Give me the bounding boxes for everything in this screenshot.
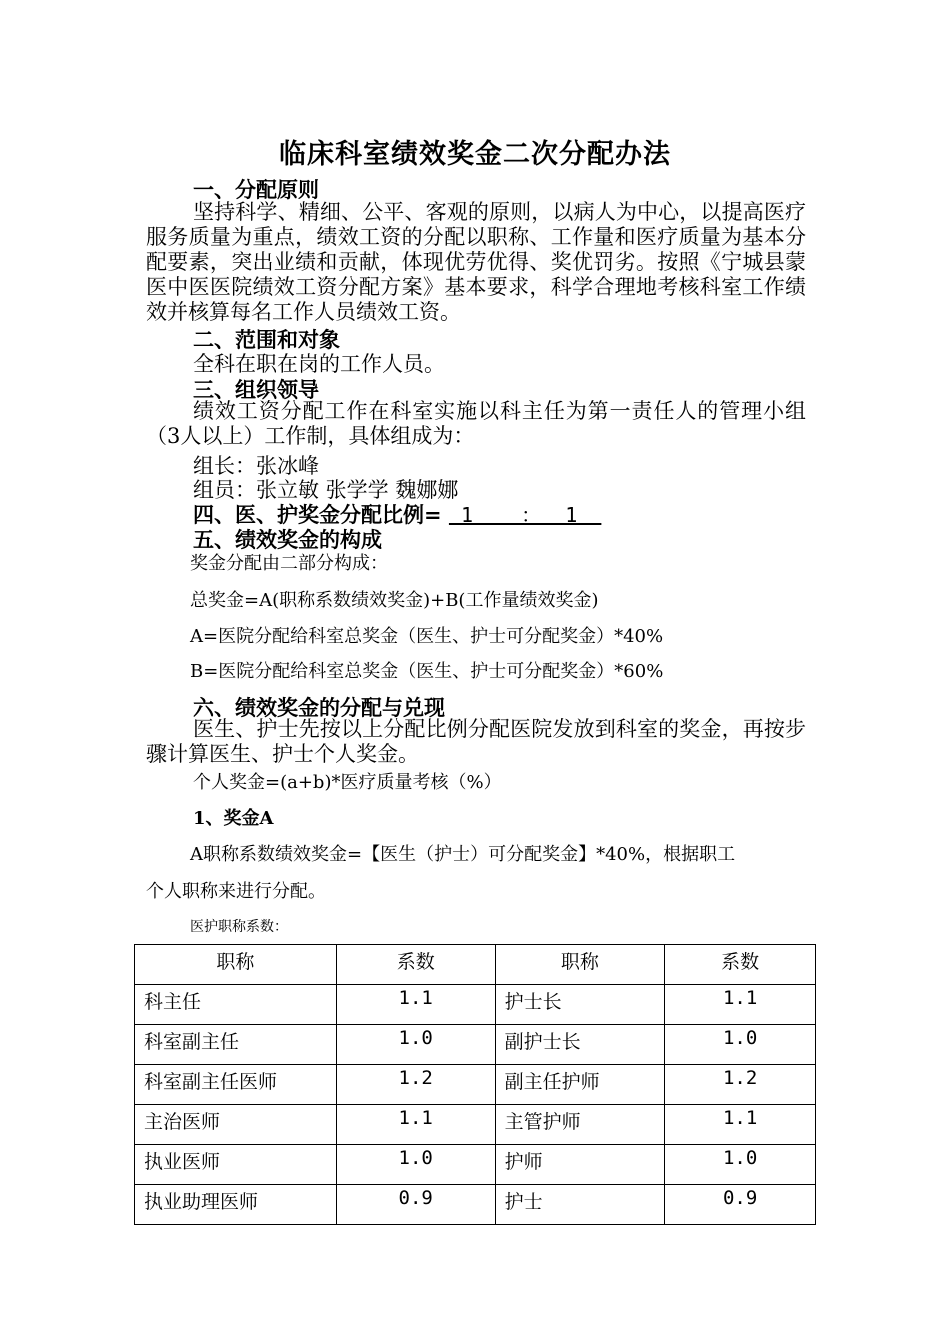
title-coefficient-table (134, 944, 816, 1225)
section-6-heading: 六、绩效奖金的分配与兑现 (193, 695, 445, 720)
nurse-coef: 1.0 (665, 1025, 816, 1065)
formula-a: A=医院分配给科室总奖金（医生、护士可分配奖金）*40% (190, 626, 664, 647)
section-6-body: 医生、护士先按以上分配比例分配医院发放到科室的奖金，再按步骤计算医生、护士个人奖金。 (146, 717, 806, 766)
doctor-coef: 1.0 (336, 1145, 495, 1185)
nurse-title: 护士长 (495, 985, 665, 1025)
doctor-coef: 1.1 (336, 1105, 495, 1145)
group-members: 组员：张立敏 张学学 魏娜娜 (193, 478, 459, 502)
doctor-coef: 1.2 (336, 1065, 495, 1105)
nurse-title: 护师 (495, 1145, 665, 1185)
page-title: 临床科室绩效奖金二次分配办法 (279, 139, 671, 170)
group-leader: 组长：张冰峰 (193, 454, 319, 478)
nurse-title: 副主任护师 (495, 1065, 665, 1105)
doctor-title: 科主任 (135, 985, 337, 1025)
nurse-title: 副护士长 (495, 1025, 665, 1065)
table-row (135, 1065, 816, 1105)
table-row (135, 1145, 816, 1185)
table-caption: 医护职称系数： (190, 919, 288, 935)
doctor-coef: 1.1 (336, 985, 495, 1025)
section-1-heading: 一、分配原则 (193, 177, 319, 202)
section-1-body: 坚持科学、精细、公平、客观的原则，以病人为中心，以提高医疗服务质量为重点，绩效工资的分配以职称、工作量和医疗质量为基本分配要素，突出业绩和贡献，体现优劳优得、奖优罚劣。按照《宁城县蒙医中医医院绩效工资分配方案》基本要求，科学合理地考核科室工作绩效并核算每名工作人员绩效工资。 (146, 200, 806, 324)
doctor-coef: 0.9 (336, 1185, 495, 1225)
section-5-intro: 奖金分配由二部分构成： (190, 553, 388, 574)
doctor-title: 科室副主任 (135, 1025, 337, 1065)
table-row (135, 1185, 816, 1225)
doctor-coef: 1.0 (336, 1025, 495, 1065)
personal-bonus-formula: 个人奖金=(a+b)*医疗质量考核（%） (193, 772, 502, 793)
doctor-title: 主治医师 (135, 1105, 337, 1145)
nurse-coef: 1.1 (665, 1105, 816, 1145)
doctor-title: 执业医师 (135, 1145, 337, 1185)
ratio-label: 四、医、护奖金分配比例= (193, 502, 442, 527)
header-coef-doctor: 系数 (336, 945, 495, 985)
doctor-title: 执业助理医师 (135, 1185, 337, 1225)
table-row (135, 1025, 816, 1065)
ratio-value: 1 ： 1 (448, 503, 602, 527)
bonus-a-line-1: A职称系数绩效奖金=【医生（护士）可分配奖金】*40%，根据职工 (190, 844, 736, 865)
section-2-heading: 二、范围和对象 (193, 327, 340, 352)
nurse-title: 护士 (495, 1185, 665, 1225)
nurse-coef: 1.1 (665, 985, 816, 1025)
table-header-row (135, 945, 816, 985)
section-3-body: 绩效工资分配工作在科室实施以科主任为第一责任人的管理小组（3人以上）工作制，具体组成为： (146, 399, 806, 448)
table-row (135, 985, 816, 1025)
nurse-coef: 1.0 (665, 1145, 816, 1185)
nurse-title: 主管护师 (495, 1105, 665, 1145)
nurse-coef: 1.2 (665, 1065, 816, 1105)
formula-b: B=医院分配给科室总奖金（医生、护士可分配奖金）*60% (190, 661, 664, 682)
bonus-a-line-2: 个人职称来进行分配。 (146, 881, 326, 902)
section-3-heading: 三、组织领导 (193, 377, 319, 402)
section-2-body: 全科在职在岗的工作人员。 (193, 352, 445, 376)
section-5-heading: 五、绩效奖金的构成 (193, 527, 382, 552)
header-coef-nurse: 系数 (665, 945, 816, 985)
table-row (135, 1105, 816, 1145)
header-title-doctor: 职称 (135, 945, 337, 985)
formula-total: 总奖金=A(职称系数绩效奖金)+B(工作量绩效奖金) (190, 590, 599, 611)
header-title-nurse: 职称 (495, 945, 665, 985)
nurse-coef: 0.9 (665, 1185, 816, 1225)
doctor-title: 科室副主任医师 (135, 1065, 337, 1105)
bonus-a-heading: 1、奖金A (193, 808, 274, 829)
